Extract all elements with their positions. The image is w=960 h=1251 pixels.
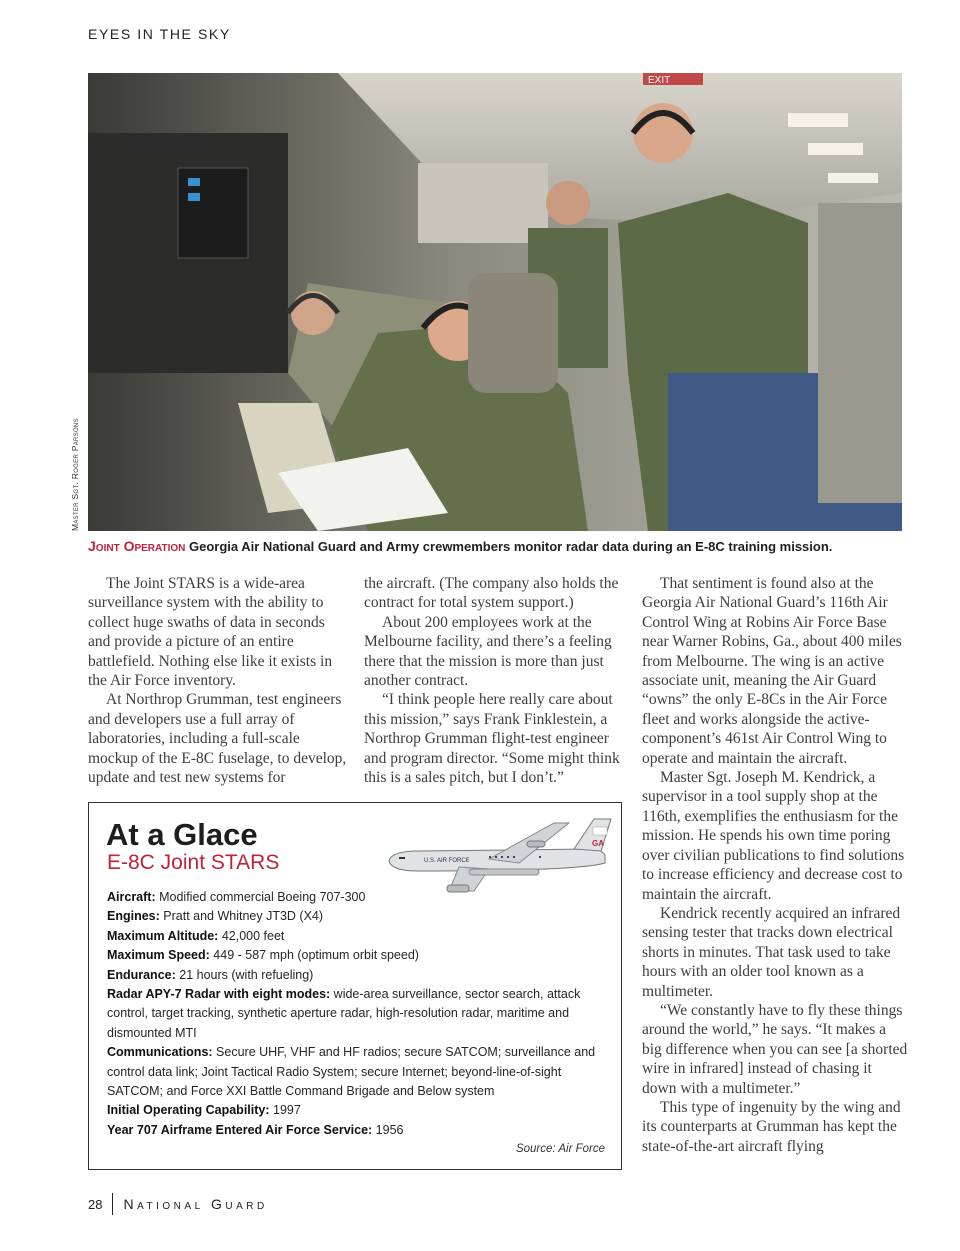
cockpit-photo [88, 73, 902, 531]
spec-item: Engines: Pratt and Whitney JT3D (X4) [107, 909, 324, 924]
spec-item: Maximum Speed: 449 - 587 mph (optimum orbit speed) [107, 948, 419, 963]
spec-item: Year 707 Airframe Entered Air Force Service: 1956 [107, 1122, 404, 1137]
section-title: EYES IN THE SKY [88, 26, 231, 42]
paragraph: At Northrop Grumman, test engineers and developers use a full array of laboratories, including a full-scale mockup of the E-8C fuselage, to develop, update and test new systems for [88, 691, 347, 787]
paragraph: About 200 employees work at the Melbourne facility, and there’s a feeling there that the mission is more than just another contract. [364, 613, 612, 690]
spec-item: Endurance: 21 hours (with refueling) [107, 967, 314, 982]
spec-list [107, 888, 612, 1140]
tail-code: GA [592, 839, 604, 848]
spec-item: Radar APY-7 Radar with eight modes: wide-area surveillance, sector search, attack control, target tracking, synthetic aperture radar, high-resolution radar, maritime and dismounted MTI [107, 987, 581, 1040]
article-column-3 [642, 574, 908, 1156]
glance-title: At a Glace [106, 817, 258, 852]
paragraph: Master Sgt. Joseph M. Kendrick, a supervisor in a tool supply shop at the 116th, exemplifies the enthusiasm for the mission. He spends his own time poring over civilian publications to find solutions to increase efficiency and decrease cost to maintain the aircraft. [642, 769, 905, 903]
photo-credit: Master Sgt. Roger Parsons [70, 418, 80, 531]
photo-caption [88, 538, 918, 554]
magazine-name: National Guard [123, 1196, 268, 1212]
paragraph: This type of ingenuity by the wing and its counterparts at Grumman has kept the state-of-the-art aircraft flying [642, 1098, 901, 1155]
footer-divider [112, 1193, 113, 1215]
page-number: 28 [88, 1196, 103, 1212]
at-a-glance-box [88, 802, 622, 1170]
fuselage-marking: U.S. AIR FORCE [424, 858, 470, 864]
article-column-1 [88, 574, 350, 787]
article-column-2 [364, 574, 626, 787]
paragraph: the aircraft. (The company also holds the contract for total system support.) [364, 575, 619, 612]
paragraph: That sentiment is found also at the Georgia Air National Guard’s 116th Air Control Wing at Robins Air Force Base near Warner Robins, Ga., about 400 miles from Melbourne. The wing is an active associate unit, meaning the Air Guard “owns” the only E-8Cs in the Air Force fleet and works alongside the active-component’s 461st Air Control Wing to operate and maintain the aircraft. [642, 575, 902, 767]
spec-item: Initial Operating Capability: 1997 [107, 1103, 301, 1118]
spec-item: Aircraft: Modified commercial Boeing 707-300 [107, 890, 366, 904]
caption-lead: Joint Operation [88, 538, 186, 554]
spec-item: Maximum Altitude: 42,000 feet [107, 928, 285, 943]
caption-text: Georgia Air National Guard and Army crewmembers monitor radar data during an E-8C training mission. [185, 539, 833, 554]
source-note: Source: Air Force [515, 1143, 605, 1155]
paragraph: “I think people here really care about this mission,” says Frank Finklestein, a Northrop Grumman flight-test engineer and program director. “Some might think this is a sales pitch, but I don’t.” [364, 691, 620, 787]
paragraph: “We constantly have to fly these things around the world,” he says. “It makes a big difference when you can see [a shorted wire in infrared] instead of chasing it down with a multimeter.” [642, 1001, 908, 1097]
exit-sign: EXIT [648, 75, 671, 86]
spec-item: Communications: Secure UHF, VHF and HF radios; secure SATCOM; surveillance and control data link; Joint Tactical Radio System; secure Internet; beyond-line-of-sight SATCOM; and Force XXI Battle Command Brigade and Below system [107, 1045, 596, 1099]
page-footer [88, 1193, 268, 1215]
paragraph: Kendrick recently acquired an infrared sensing tester that tracks down electrical shorts in minutes. That task used to take hours with an older tool known as a multimeter. [642, 904, 901, 1000]
glance-subtitle: E-8C Joint STARS [107, 851, 280, 874]
paragraph: The Joint STARS is a wide-area surveillance system with the ability to collect huge swaths of data in seconds and provide a picture of an entire battlefield. Nothing else like it exists in the Air Force inventory. [88, 575, 333, 690]
